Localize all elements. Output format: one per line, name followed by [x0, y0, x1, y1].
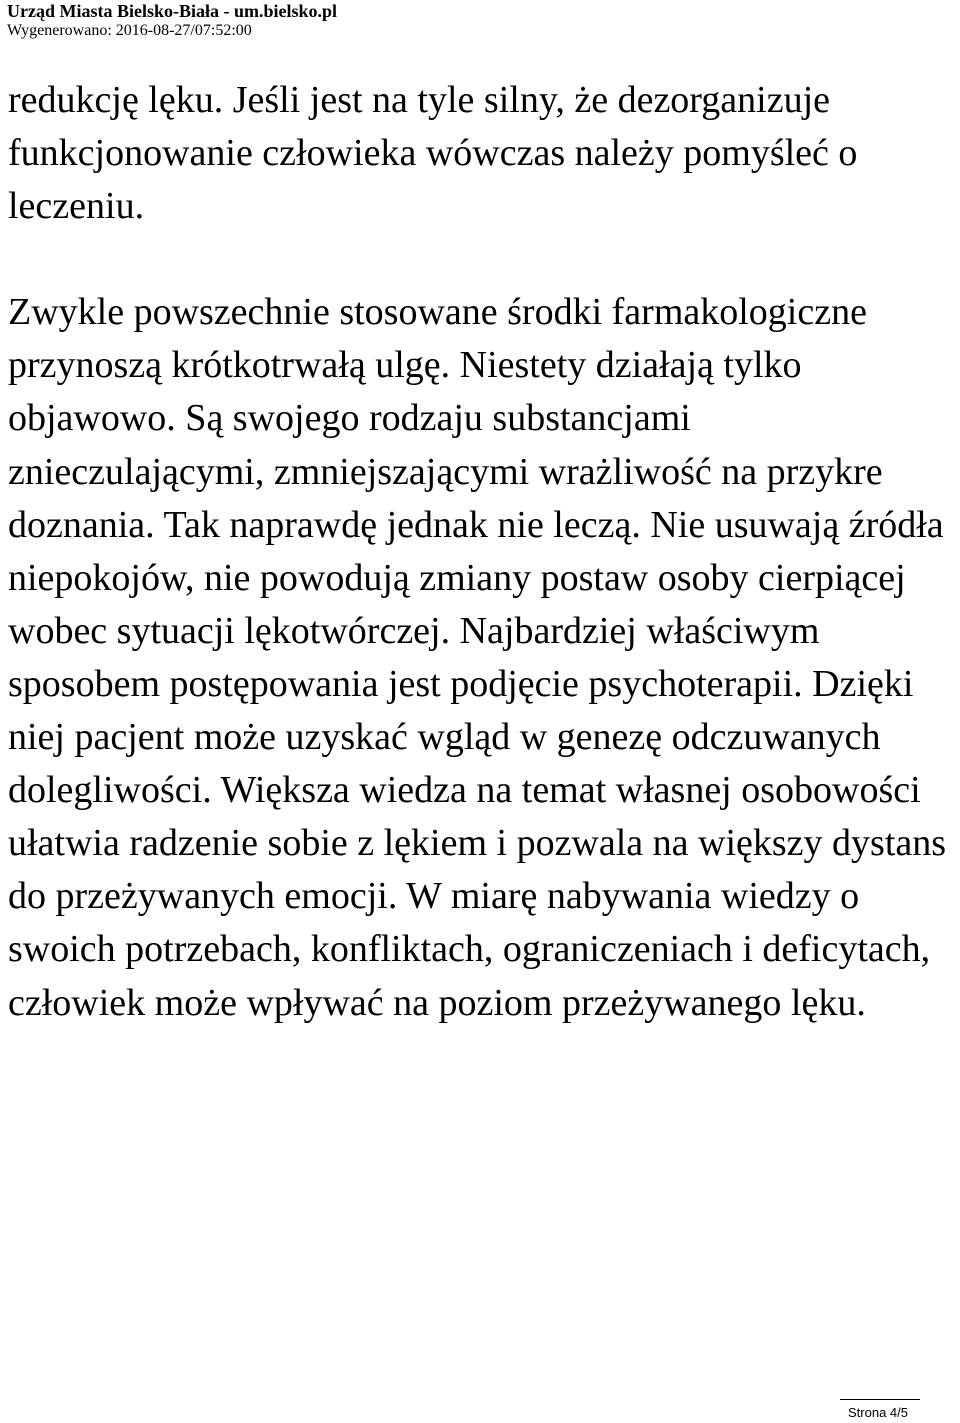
footer-divider — [840, 1399, 920, 1400]
page-header — [7, 1, 337, 40]
article-body — [8, 74, 953, 1030]
generated-timestamp: Wygenerowano: 2016-08-27/07:52:00 — [7, 21, 252, 39]
paragraph: redukcję lęku. Jeśli jest na tyle silny, że dezorganizuje funkcjonowanie człowieka wówczas należy pomyśleć o leczeniu. — [8, 79, 858, 228]
page-number: Strona 4/5 — [848, 1405, 908, 1420]
site-title: Urząd Miasta Bielsko-Biała - um.bielsko.pl — [7, 1, 338, 21]
paragraph: Zwykle powszechnie stosowane środki farmakologiczne przynoszą krótkotrwałą ulgę. Niestety działają tylko objawowo. Są swojego rodzaju substancjami znieczulającymi, zmniejszającymi wrażliwość na przykre doznania. Tak naprawdę jednak nie leczą. Nie usuwają źródła niepokojów, nie powodują zmiany postaw osoby cierpiącej wobec sytuacji lękotwórczej. Najbardziej właściwym sposobem postępowania jest podjęcie psychoterapii. Dzięki niej pacjent może uzyskać wgląd w genezę odczuwanych dolegliwości. Większa wiedza na temat własnej osobowości ułatwia radzenie sobie z lękiem i pozwala na większy dystans do przeżywanych emocji. W miarę nabywania wiedzy o swoich potrzebach, konfliktach, ograniczeniach i deficytach, człowiek może wpływać na poziom przeżywanego lęku. — [8, 291, 947, 1024]
